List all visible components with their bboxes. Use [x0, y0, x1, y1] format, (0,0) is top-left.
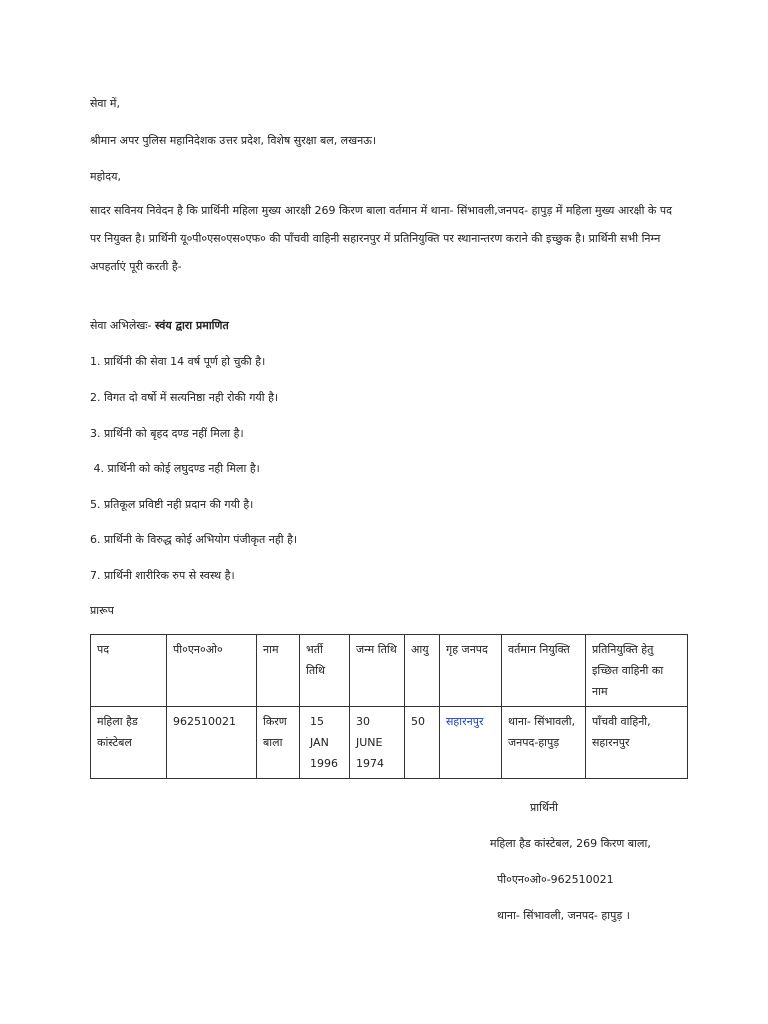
- header-cell: आयु: [405, 635, 440, 707]
- table-cell: पाँचवी वाहिनी, सहारनपुर: [586, 707, 688, 779]
- signature-title: प्रार्थिनी: [530, 801, 558, 814]
- table-cell: 15 JAN 1996: [300, 707, 350, 779]
- point-7: 7. प्रार्थिनी शारीरिक रुप से स्वस्थ है।: [90, 569, 235, 582]
- point-6: 6. प्रार्थिनी के विरुद्ध कोई अभियोग पंजीकृत नही है।: [90, 533, 298, 546]
- header-cell: पी०एन०ओ०: [167, 635, 257, 707]
- header-cell: वर्तमान नियुक्ति: [502, 635, 586, 707]
- body-paragraph: सादर सविनय निवेदन है कि प्रार्थिनी महिला मुख्य आरक्षी 269 किरण बाला वर्तमान में थाना- सिंभावली,जनपद- हापुड़ में महिला मुख्य आरक्षी के पद पर नियुक्त है। प्रार्थिनी यू०पी०एस०एस०एफ० की पाँचवी वाहिनी सहारनपुर में प्रतिनियुक्ति पर स्थानान्तरण कराने की इच्छुक है। प्रार्थिनी सभी निम्न अपहर्ताएं पूरी करती है-: [90, 204, 672, 273]
- table-cell: महिला हैड कांस्टेबल: [91, 707, 167, 779]
- signature-line-2: पी०एन०ओ०-962510021: [497, 873, 614, 886]
- header-cell: पद: [91, 635, 167, 707]
- details-table: [90, 634, 688, 779]
- point-1: 1. प्रार्थिनी की सेवा 14 वर्ष पूर्ण हो चुकी है।: [90, 355, 266, 368]
- header-cell: जन्म तिथि: [350, 635, 405, 707]
- format-label: प्रारूप: [90, 604, 114, 617]
- header-cell: नाम: [257, 635, 300, 707]
- point-3: 3. प्रार्थिनी को बृहद दण्ड नहीं मिला है।: [90, 427, 244, 440]
- signature-line-3: थाना- सिंभावली, जनपद- हापुड़ ।: [497, 909, 630, 922]
- table-cell: थाना- सिंभावली, जनपद-हापुड़: [502, 707, 586, 779]
- salutation-sir: महोदय,: [90, 170, 121, 183]
- service-record-label: सेवा अभिलेखः-: [90, 319, 156, 332]
- point-4: 4. प्रार्थिनी को कोई लघुदण्ड नही मिला है।: [90, 462, 260, 475]
- table-cell: 50: [405, 707, 440, 779]
- home-district-link[interactable]: सहारनपुर: [440, 707, 502, 779]
- signature-line-1: महिला हैड कांस्टेबल, 269 किरण बाला,: [490, 837, 651, 850]
- point-2: 2. विगत दो वर्षो में सत्यनिष्ठा नही रोकी गयी है।: [90, 391, 279, 404]
- header-cell: गृह जनपद: [440, 635, 502, 707]
- service-record-bold: स्वंय द्वारा प्रमाणित: [155, 319, 229, 332]
- table-cell: 962510021: [167, 707, 257, 779]
- salutation-to: सेवा में,: [90, 97, 120, 110]
- table-cell: किरण बाला: [257, 707, 300, 779]
- header-cell: भर्ती तिथि: [300, 635, 350, 707]
- addressee: श्रीमान अपर पुलिस महानिदेशक उत्तर प्रदेश, विशेष सुरक्षा बल, लखनऊ।: [90, 134, 377, 147]
- header-cell: प्रतिनियुक्ति हेतु इच्छित वाहिनी का नाम: [586, 635, 688, 707]
- table-cell: 30 JUNE 1974: [350, 707, 405, 779]
- point-5: 5. प्रतिकूल प्रविष्टी नही प्रदान की गयी है।: [90, 498, 254, 511]
- table-header-row: [91, 635, 688, 707]
- table-row: [91, 707, 688, 779]
- service-record-heading: [90, 318, 229, 333]
